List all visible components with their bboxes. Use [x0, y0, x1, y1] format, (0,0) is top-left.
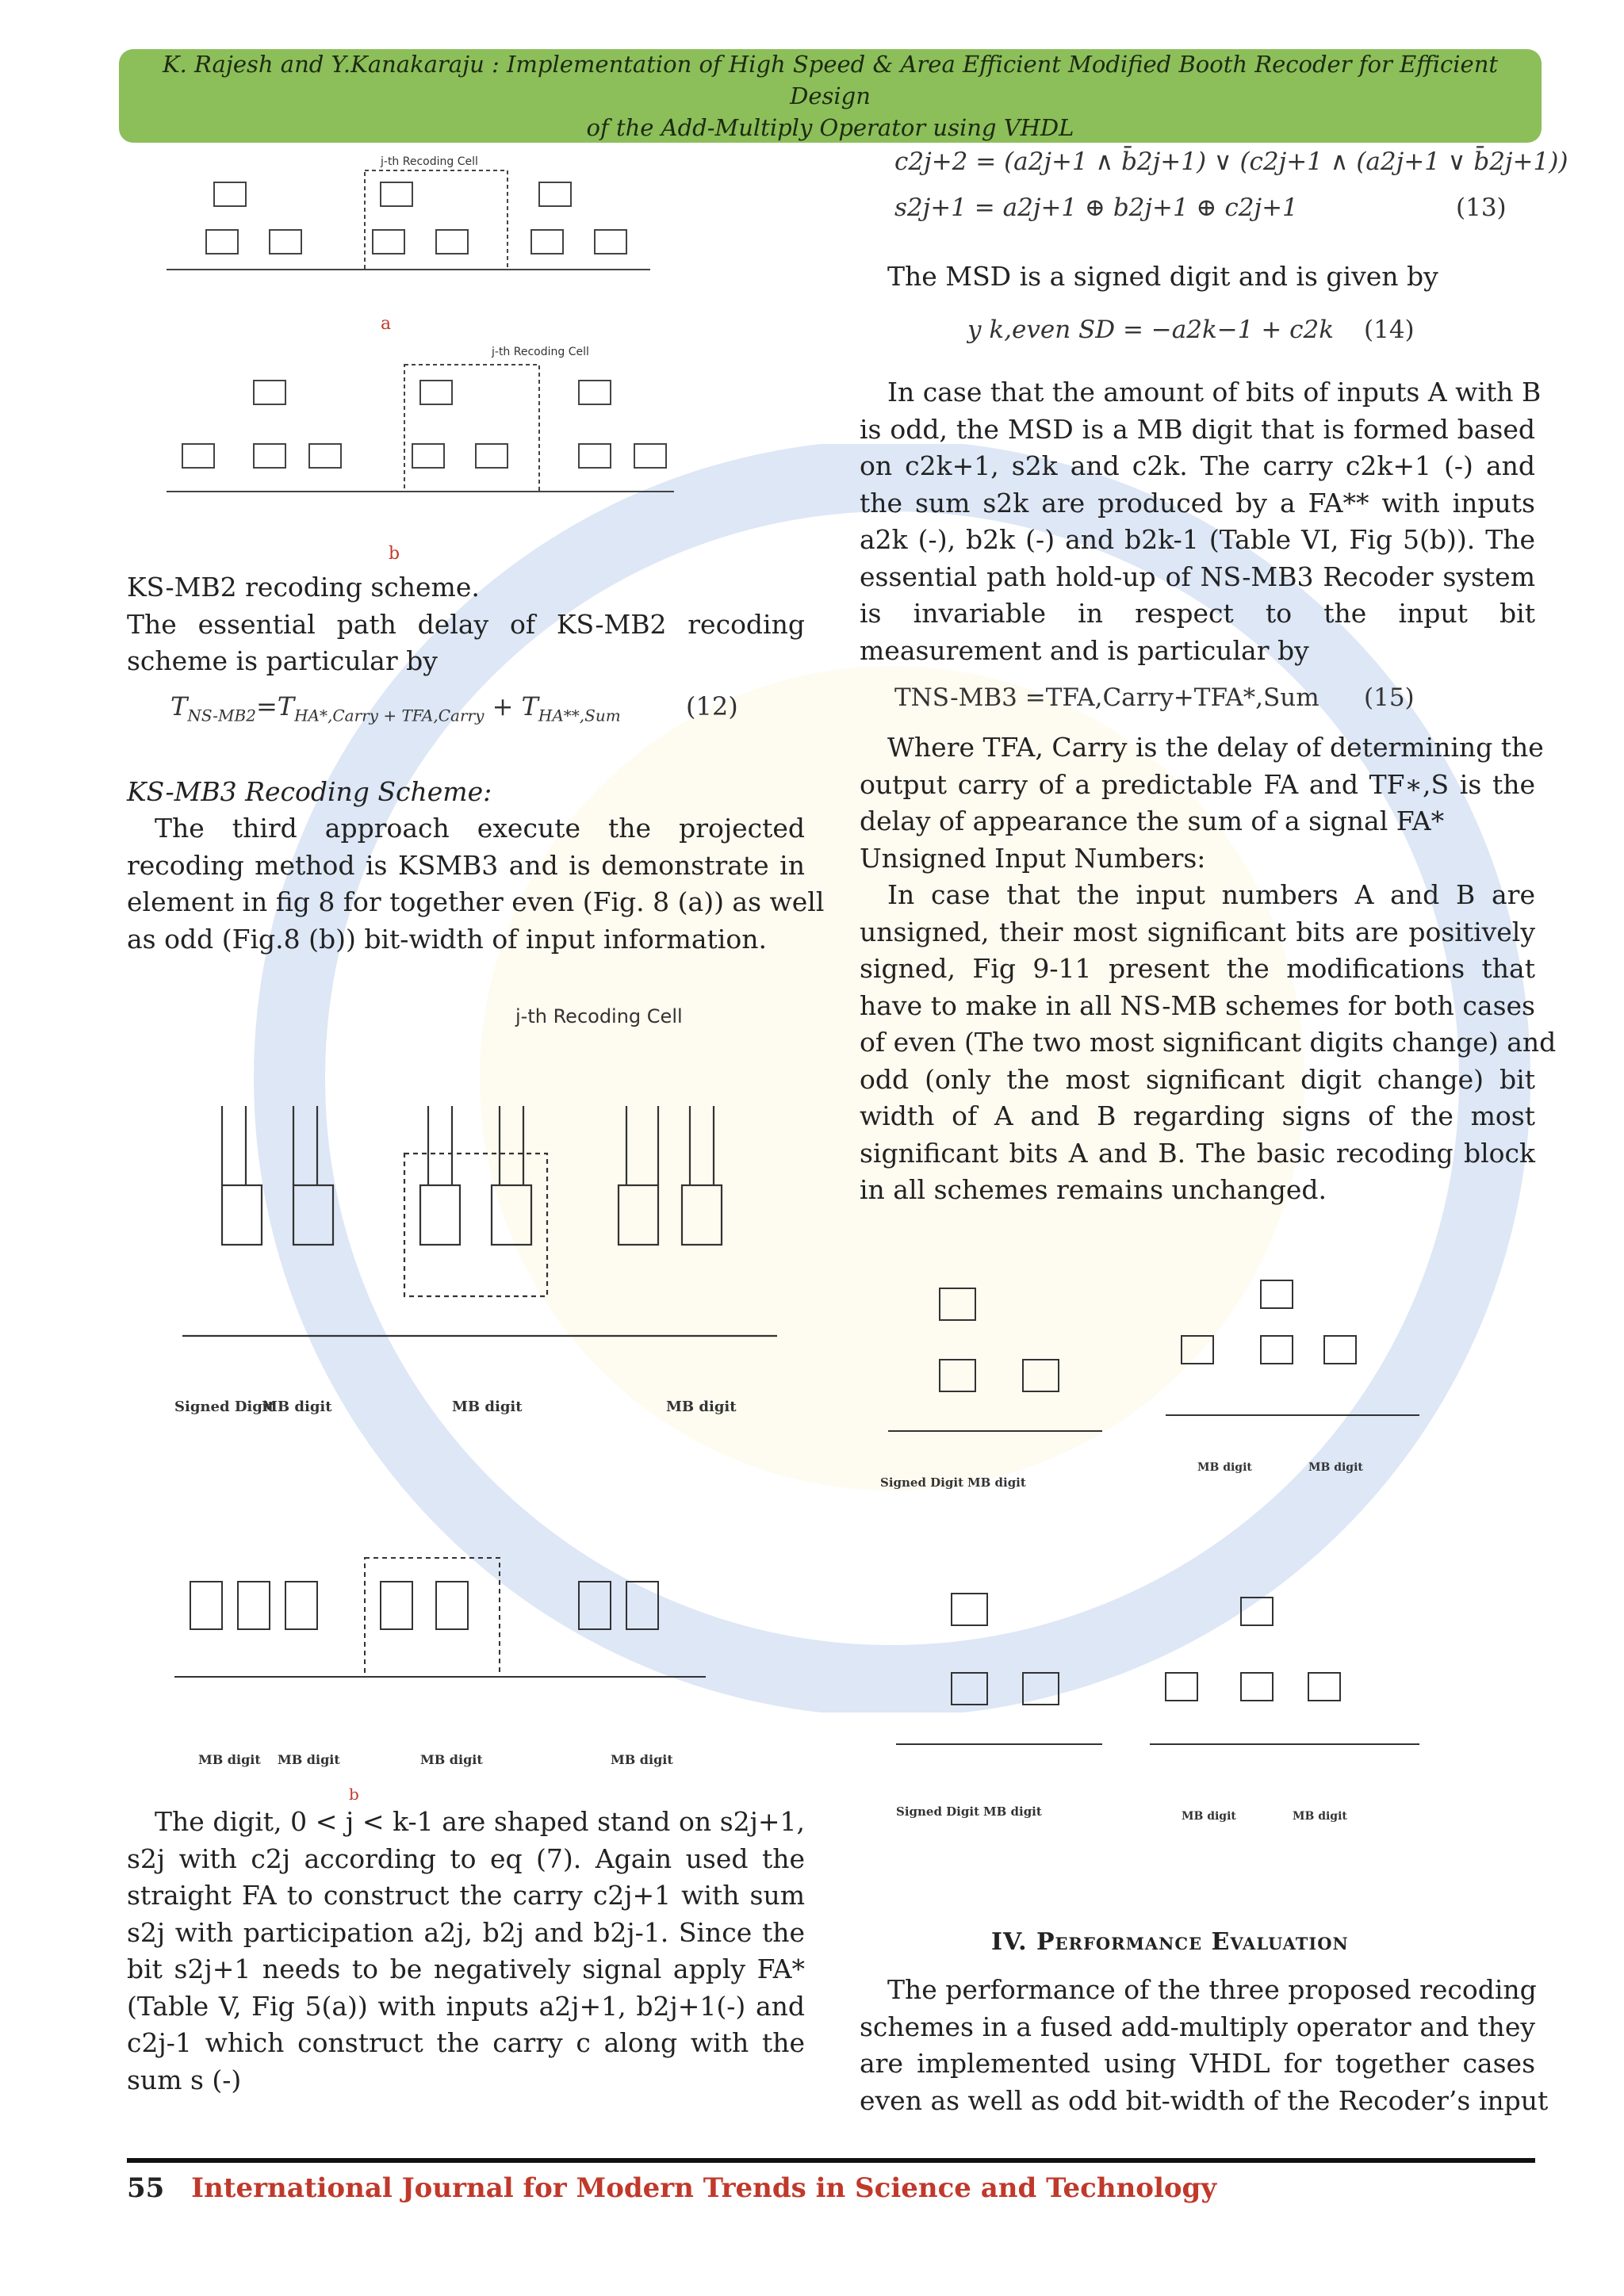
paragraph-ks-mb3 — [127, 810, 825, 958]
text-line: even as well as odd bit-width of the Recoder’s input — [860, 2084, 1549, 2116]
text-line: straight FA to construct the carry c2j+1 with sum — [127, 1880, 805, 1911]
text-line: bit s2j+1 needs to be negatively signal apply FA* — [127, 1954, 805, 1984]
text-line: a2k (-), b2k (-) and b2k-1 (Table VI, Fig 5(b)). The — [860, 524, 1535, 555]
text-line: of even (The two most significant digits change) and — [860, 1027, 1557, 1058]
fig8b-mb-digit-2: MB digit — [278, 1752, 340, 1767]
eq12-lhs: T — [170, 691, 188, 721]
text-line: as odd (Fig.8 (b)) bit-width of input information. — [127, 923, 767, 955]
text-line: delay of appearance the sum of a signal FA* — [860, 806, 1445, 836]
text-line: width of A and B regarding signs of the most — [860, 1100, 1535, 1131]
text-line: The MSD is a signed digit and is given by — [887, 261, 1438, 292]
figure-ks-mb2-a — [143, 151, 698, 333]
unsigned-fig-mb-4: MB digit — [983, 1804, 1042, 1819]
text-line: The third approach execute the projected — [155, 813, 805, 844]
equation-14-number: (14) — [1364, 316, 1415, 344]
unsigned-fig-signed-2: Signed Digit — [896, 1804, 979, 1819]
text-line: unsigned, their most significant bits are positively — [860, 916, 1535, 947]
text-line: in all schemes remains unchanged. — [860, 1174, 1327, 1205]
fig8-signed-digit: Signed Digit — [174, 1399, 274, 1415]
eq12-term2: FA,Carry — [412, 706, 485, 725]
paragraph-odd-bits — [860, 374, 1542, 669]
figure-b-caption: b — [389, 544, 400, 563]
text-line: The performance of the three proposed recoding — [887, 1974, 1537, 2005]
recoding-cell-label: j-th Recoding Cell — [381, 155, 478, 168]
figure-8a-ks-mb3-even — [159, 995, 801, 1423]
paragraph-delay-unsigned — [860, 729, 1557, 1209]
equation-14: y k,even SD = −a2k−1 + c2k — [967, 316, 1335, 344]
equation-12 — [170, 691, 738, 725]
paragraph-msd — [860, 258, 1535, 296]
text-line: element in fig 8 for together even (Fig. 8 (a)) as well — [127, 886, 825, 917]
eq12-tail: + T — [492, 691, 538, 721]
footer-rule — [127, 2158, 1535, 2163]
equation-13-number: (13) — [1456, 193, 1507, 222]
page-footer — [127, 2172, 1216, 2204]
text-line: recoding method is KSMB3 and is demonstrate in — [127, 849, 805, 881]
figure-ks-mb2-b — [151, 341, 706, 563]
text-line: s2j with c2j according to eq (7). Again used the — [127, 1843, 805, 1874]
running-header — [119, 49, 1542, 143]
text-line: s2j with participation a2j, b2j and b2j-1. Since the — [127, 1916, 805, 1948]
text-line: scheme is particular by — [127, 645, 438, 676]
subheading-text: KS-MB3 Recoding Scheme: — [127, 776, 492, 807]
figure-a-caption: a — [381, 314, 392, 333]
paragraph-ks-mb2 — [127, 569, 805, 680]
header-line-1: K. Rajesh and Y.Kanakaraju : Implementation of High Speed & Area Efficient Modified Booth Recoder for Efficient Design — [162, 51, 1499, 109]
unsigned-fig-mb-6: MB digit — [1293, 1810, 1347, 1823]
recoding-cell-label-b: j-th Recoding Cell — [492, 346, 589, 358]
fig8-mb-digit-3: MB digit — [666, 1399, 737, 1415]
text-line: odd (only the most significant digit change) bit — [860, 1063, 1535, 1095]
text-line: output carry of a predictable FA and TF∗,S is the — [860, 768, 1535, 800]
text-line: essential path hold-up of NS-MB3 Recoder system — [860, 561, 1535, 592]
fig8-mb-digit-1: MB digit — [262, 1399, 332, 1415]
text-line: (Table V, Fig 5(a)) with inputs a2j+1, b2j+1(-) and — [127, 1990, 805, 2022]
text-line: The digit, 0 < j < k-1 are shaped stand on s2j+1, — [155, 1806, 805, 1837]
journal-title: International Journal for Modern Trends in Science and Technology — [191, 2172, 1217, 2204]
text-line: is invariable in respect to the input bit — [860, 598, 1535, 629]
text-line: In case that the input numbers A and B are — [887, 879, 1535, 910]
text-line: measurement and is particular by — [860, 634, 1309, 666]
text-line: sum s (-) — [127, 2064, 242, 2095]
text-line: KS-MB2 recoding scheme. — [127, 572, 480, 603]
equation-13b: s2j+1 = a2j+1 ⊕ b2j+1 ⊕ c2j+1 — [894, 193, 1298, 222]
fig8-mb-digit-2: MB digit — [452, 1399, 523, 1415]
text-line: Where TFA, Carry is the delay of determining the — [887, 732, 1544, 763]
text-line: signed, Fig 9-11 present the modifications that — [860, 953, 1535, 984]
unsigned-fig-mb-1: MB digit — [967, 1475, 1026, 1490]
unsigned-fig-mb-3: MB digit — [1308, 1461, 1363, 1474]
text-line: have to make in all NS-MB schemes for both cases — [860, 989, 1535, 1021]
unsigned-fig-signed-1: Signed Digit — [880, 1475, 963, 1490]
paragraph-performance — [860, 1972, 1549, 2119]
section-heading-performance: IV. Performance Evaluation — [991, 1928, 1349, 1956]
figure-8b-ks-mb3-odd — [151, 1439, 801, 1804]
equation-13a: c2j+2 = (a2j+1 ∧ b̄2j+1) ∨ (c2j+1 ∧ (a2j+1 ∨ b̄2j+1)) — [894, 147, 1568, 176]
figure-unsigned-grid — [864, 1225, 1435, 1835]
unsigned-fig-mb-5: MB digit — [1182, 1810, 1236, 1823]
text-line: the sum s2k are produced by a FA** with inputs — [860, 487, 1535, 519]
equation-15-number: (15) — [1364, 683, 1415, 712]
text-line: The essential path delay of KS-MB2 recoding — [127, 608, 805, 640]
text-line: on c2k+1, s2k and c2k. The carry c2k+1 (-) and — [860, 450, 1535, 481]
unsigned-fig-mb-2: MB digit — [1197, 1461, 1252, 1474]
header-line-2: of the Add-Multiply Operator using VHDL — [586, 114, 1074, 141]
figure-8b-caption: b — [349, 1785, 359, 1804]
fig8b-mb-digit-1: MB digit — [198, 1752, 261, 1767]
fig8-cell-label: j-th Recoding Cell — [515, 1005, 683, 1027]
text-line: significant bits A and B. The basic recoding block — [860, 1137, 1535, 1169]
equation-15: TNS-MB3 =TFA,Carry+TFA*,Sum — [894, 683, 1320, 712]
text-line: c2j-1 which construct the carry c along with the — [127, 2027, 805, 2058]
eq12-number: (12) — [686, 691, 738, 721]
eq12-term1: HA*,Carry + T — [294, 706, 412, 725]
eq12-rhs: =T — [255, 691, 295, 721]
eq12-term3: HA**,Sum — [538, 706, 621, 725]
eq12-sub: NS-MB2 — [187, 706, 256, 725]
page-number: 55 — [127, 2172, 165, 2204]
subheading-ks-mb3 — [127, 774, 805, 811]
text-line: is odd, the MSD is a MB digit that is formed based — [860, 413, 1535, 445]
fig8b-mb-digit-3: MB digit — [420, 1752, 483, 1767]
text-line: schemes in a fused add-multiply operator and they — [860, 2011, 1535, 2042]
text-line: In case that the amount of bits of inputs A with B — [887, 377, 1542, 408]
fig8b-mb-digit-4: MB digit — [611, 1752, 673, 1767]
paragraph-digit-formation — [127, 1804, 805, 2099]
text-line: Unsigned Input Numbers: — [860, 842, 1206, 874]
text-line: are implemented using VHDL for together cases — [860, 2048, 1535, 2079]
